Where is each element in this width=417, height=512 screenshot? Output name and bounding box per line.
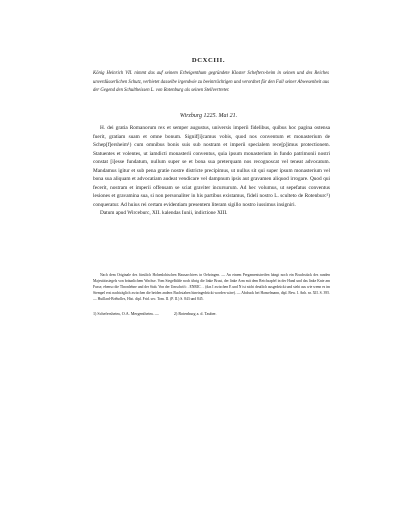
- body-paragraph: Datum apud Wirceburc, XII. kalendas Iunii, indictione XIII.: [100, 210, 228, 216]
- footnotes: [93, 311, 330, 317]
- editorial-note-text: Nach dem Originale des fürstlich Hohenlohischen Hausarchives in Oehringen. — An einem Pergamentstreifen hängt noch ein Bruchstück des runden Majestätssiegels von bräunlichem Wachse. Vom Siegelbilde noch übrig die linke Brust, der linke Arm mit dem Reichsapfel in der Hand und das linke Knie am Fusse, ebenso die Thronlehne und der Stab. Von der Umschrift: . ENRIC . . (das I zwischen E und N ist nicht deutlich ausgedrückt und steht aus wie wenn es im Stempel erst nachträglich zwischen die beiden andern Buchstaben hineingedrückt worden wäre). — Abdruck bei Hanselmann, dipl. Bew. I. Anh. nr. XII. S. 395. — Huillard-Bréholles, Hist. dipl. Frid. sec. Tom. II. (P. II.) S. 843 und 845.: [93, 273, 330, 302]
- body-paragraph: H. dei gratia Romanorum rex et semper augustus, universis imperii fidelibus, quibus hoc pagina ostensa fuerit, gratiam suam et omne bonum. Signif[i]camus vobis, quod nos conventum et monasterium de Schep[f]ersheim¹) cum omnibus bonis suis sub nostram et imperii specialem rece[p]imus protectionem. Statuentes et volentes, ut iamdicti monasterii conventus, quia ipsum monasterium in fundo patrimonii nostri constat [i]esse fundatum, nullum super se et bona sua preterquam nos recognoscat vel teneat advocatum. Mandamus igitur et sub pena gratie nostre districte precipimus, ut nullus sit qui super ipsum monasterium vel bona sua aliquam et advocatiam audeat vendicare vel dampnum ipsis aut gravamen aliquod irrogare. Quod qui fecerit, nostram et imperii offensam se sciat graviter incursurum. Ad hec volumus, ut sepefatus conventus lesiones et gravamina sua, si non personaliter in his partibus existamus, fideli nostro L. sculteto de Rotenburc²) conqueratur. Ad huius rei certam evidentiam presentem literam sigillo nostro iussimus insigniri.: [93, 125, 330, 208]
- document-body: [93, 124, 330, 218]
- document-dateline: Wirzburg 1225. Mai 21.: [179, 113, 238, 119]
- editorial-note: [93, 272, 330, 302]
- document-summary: König Heinrich VII. nimmt das auf seinem Erbeigenthum gegründete Kloster Schefters-heim in seinen und des Reiches unverdüsserlichen Schutz, verbietet dasselbe irgendwie zu beeinträchtigen und verordnet für den Fall seiner Abwesenheit aus der Gegend den Schultheissen L. von Rotenburg als seinen Stellvertreter.: [93, 71, 329, 94]
- footnote: 1) Schefersheim, O.A. Mergentheim. —: [93, 311, 159, 316]
- footnote: 2) Rotenburg a. d. Tauber.: [173, 311, 217, 316]
- document-number: DCXCIII.: [191, 57, 226, 64]
